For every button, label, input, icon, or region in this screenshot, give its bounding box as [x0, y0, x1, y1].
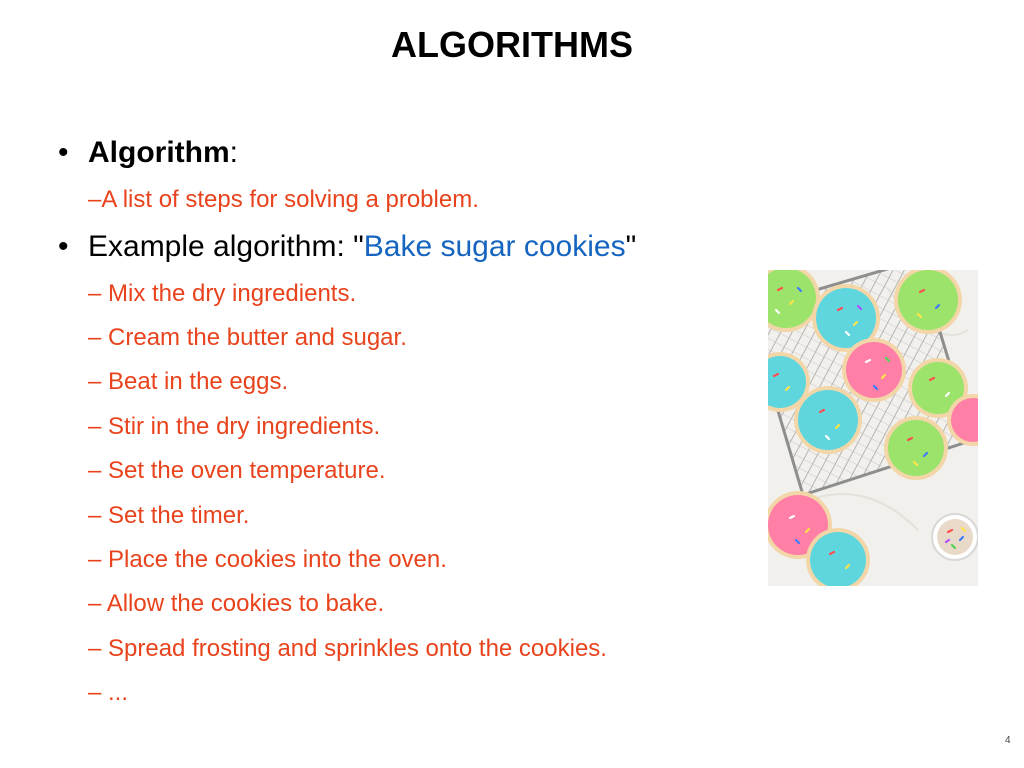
- slide-title: ALGORITHMS: [391, 24, 633, 65]
- page-number: 4: [1005, 735, 1011, 746]
- example-prefix: Example algorithm: ": [88, 230, 364, 263]
- step-item: – Set the timer.: [88, 502, 250, 529]
- algorithm-definition: –A list of steps for solving a problem.: [88, 186, 479, 213]
- example-suffix: ": [625, 230, 637, 263]
- step-item: – Cream the butter and sugar.: [88, 324, 407, 351]
- algorithm-term: Algorithm: [88, 136, 230, 169]
- step-item: – Spread frosting and sprinkles onto the cookies.: [88, 635, 607, 662]
- bullet-algorithm: [58, 135, 238, 171]
- step-item: – Beat in the eggs.: [88, 368, 289, 395]
- step-item: – ...: [88, 679, 129, 706]
- bullet-dot-icon: •: [58, 230, 69, 263]
- bullet-example: [58, 229, 636, 265]
- step-item: – Place the cookies into the oven.: [88, 546, 447, 573]
- step-item: – Mix the dry ingredients.: [88, 280, 357, 307]
- step-item: – Allow the cookies to bake.: [88, 590, 385, 617]
- bullet-dot-icon: •: [58, 136, 69, 169]
- example-highlight: Bake sugar cookies: [363, 230, 626, 263]
- step-item: – Set the oven temperature.: [88, 457, 386, 484]
- cookies-photo: [768, 270, 978, 586]
- algorithm-colon: :: [229, 136, 238, 169]
- step-item: – Stir in the dry ingredients.: [88, 413, 381, 440]
